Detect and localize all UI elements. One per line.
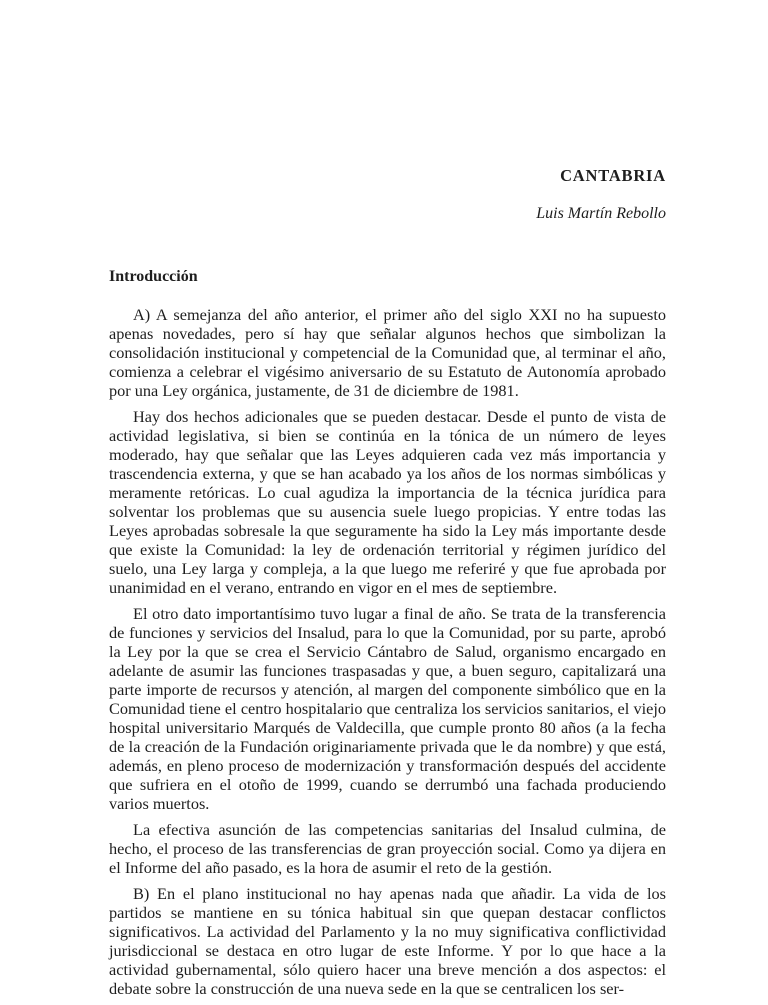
paragraph: A) A semejanza del año anterior, el primer año del siglo XXI no ha supuesto apenas novedades, pero sí hay que señalar algunos hechos que simbolizan la consolidación institucional y competencial de la Comunidad que, al terminar el año, comienza a celebrar el vigésimo aniversario de su Estatuto de Autonomía aprobado por una Ley orgánica, justamente, de 31 de diciembre de 1981. (109, 305, 666, 400)
body-text (109, 305, 666, 1005)
paragraph: El otro dato importantísimo tuvo lugar a final de año. Se trata de la transferencia de funciones y servicios del Insalud, para lo que la Comunidad, por su parte, aprobó la Ley por la que se crea el Servicio Cántabro de Salud, organismo encargado en adelante de asumir las funciones traspasadas y que, a buen seguro, capitalizará una parte importe de recursos y atención, al margen del componente simbólico que en la Comunidad tiene el centro hospitalario que centraliza los servicios sanitarios, el viejo hospital universitario Marqués de Valdecilla, que cumple pronto 80 años (a la fecha de la creación de la Fundación originariamente privada que le da nombre) y que está, además, en pleno proceso de modernización y transformación después del accidente que sufriera en el otoño de 1999, cuando se derrumbó una fachada produciendo varios muertos. (109, 604, 666, 813)
paragraph: B) En el plano institucional no hay apenas nada que añadir. La vida de los partidos se mantiene en su tónica habitual sin que quepan destacar conflictos significativos. La actividad del Parlamento y la no muy significativa conflictividad jurisdiccional se destaca en otro lugar de este Informe. Y por lo que hace a la actividad gubernamental, sólo quiero hacer una breve mención a dos aspectos: el debate sobre la construcción de una nueva sede en la que se centralicen los ser- (109, 884, 666, 998)
author-name: Luis Martín Rebollo (536, 205, 666, 222)
chapter-title: CANTABRIA (560, 166, 666, 185)
paragraph: Hay dos hechos adicionales que se pueden destacar. Desde el punto de vista de actividad legislativa, si bien se continúa en la tónica de un número de leyes moderado, hay que señalar que las Leyes adquieren cada vez más importancia y trascendencia externa, y que se han acabado ya los años de los normas simbólicas y meramente retóricas. Lo cual agudiza la importancia de la técnica jurídica para solventar los problemas que su ausencia suele luego propicias. Y entre todas las Leyes aprobadas sobresale la que seguramente ha sido la Ley más importante desde que existe la Comunidad: la ley de ordenación territorial y régimen jurídico del suelo, una Ley larga y compleja, a la que luego me referiré y que fue aprobada por unanimidad en el verano, entrando en vigor en el mes de septiembre. (109, 407, 666, 597)
section-heading: Introducción (109, 268, 198, 285)
paragraph: La efectiva asunción de las competencias sanitarias del Insalud culmina, de hecho, el proceso de las transferencias de gran proyección social. Como ya dijera en el Informe del año pasado, es la hora de asumir el reto de la gestión. (109, 820, 666, 877)
